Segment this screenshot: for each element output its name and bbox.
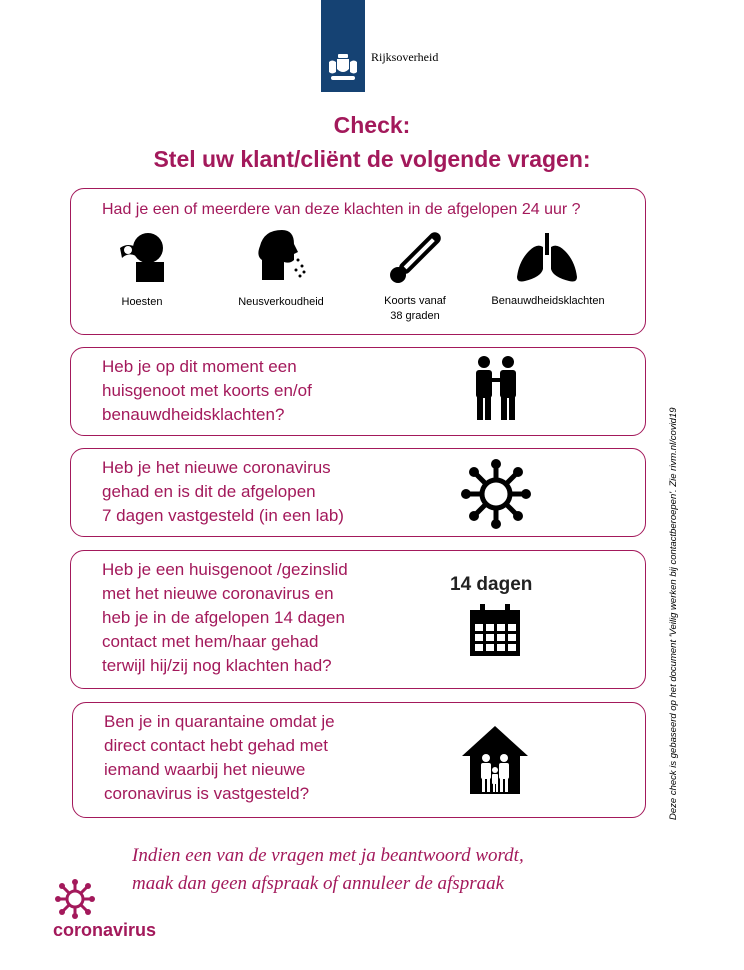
- footer-instruction-line1: Indien een van de vragen met ja beantwoord wordt,: [132, 845, 524, 866]
- question-contact-line1: Heb je een huisgenoot /gezinslid: [102, 560, 348, 579]
- question-contact-line5: terwijl hij/zij nog klachten had?: [102, 656, 332, 675]
- calendar-icon: [468, 604, 522, 658]
- coronavirus-logo-word: coronavirus: [53, 920, 157, 940]
- question-quarantine-line4: coronavirus is vastgesteld?: [104, 784, 310, 803]
- footer-instruction-line2: maak dan geen afspraak of annuleer de afspraak: [132, 873, 505, 894]
- question-quarantine-line3: iemand waarbij het nieuwe: [104, 760, 306, 779]
- question-housemate-line3: benauwdheidsklachten?: [102, 405, 285, 424]
- coughing-person-icon: [116, 228, 168, 284]
- coronavirus-logo-icon: [54, 878, 96, 920]
- symptom-label-fever-line2: 38 graden: [390, 310, 440, 322]
- question-quarantine-line2: direct contact hebt gehad met: [104, 736, 328, 755]
- question-housemate-line1: Heb je op dit moment een: [102, 357, 297, 376]
- household-people-icon: [470, 354, 522, 422]
- page-title-check: Check:: [333, 112, 411, 138]
- question-had-virus-line3: 7 dagen vastgesteld (in een lab): [102, 506, 344, 525]
- question-had-virus-line1: Heb je het nieuwe coronavirus: [102, 458, 331, 477]
- page-title-subtitle: Stel uw klant/cliënt de volgende vragen:: [153, 146, 591, 172]
- days-label: 14 dagen: [450, 574, 533, 595]
- thermometer-icon: [385, 228, 445, 288]
- house-with-family-icon: [460, 724, 530, 796]
- symptom-label-cough: Hoesten: [121, 296, 163, 308]
- symptom-label-runny-nose: Neusverkoudheid: [238, 296, 324, 308]
- question-contact-line2: met het nieuwe coronavirus en: [102, 584, 334, 603]
- rijksoverheid-logo-bar: [321, 0, 365, 92]
- question-symptoms: Had je een of meerdere van deze klachten in de afgelopen 24 uur ?: [102, 201, 581, 218]
- symptom-label-fever-line1: Koorts vanaf: [384, 295, 446, 307]
- question-quarantine-line1: Ben je in quarantaine omdat je: [104, 712, 335, 731]
- question-had-virus-line2: gehad en is dit de afgelopen: [102, 482, 316, 501]
- question-contact-line4: contact met hem/haar gehad: [102, 632, 319, 651]
- brand-name: Rijksoverheid: [371, 50, 439, 64]
- side-note-source: Deze check is gebaseerd op het document 'Veilig werken bij contactberoepen'. Zie rivm.nl/covid19: [668, 407, 679, 820]
- question-contact-line3: heb je in de afgelopen 14 dagen: [102, 608, 345, 627]
- question-housemate-line2: huisgenoot met koorts en/of: [102, 381, 312, 400]
- virus-icon: [460, 458, 532, 530]
- lungs-icon: [516, 233, 578, 283]
- symptom-label-breathing: Benauwdheidsklachten: [491, 295, 605, 307]
- coat-of-arms-icon: [325, 50, 361, 86]
- sneezing-person-icon: [252, 226, 308, 282]
